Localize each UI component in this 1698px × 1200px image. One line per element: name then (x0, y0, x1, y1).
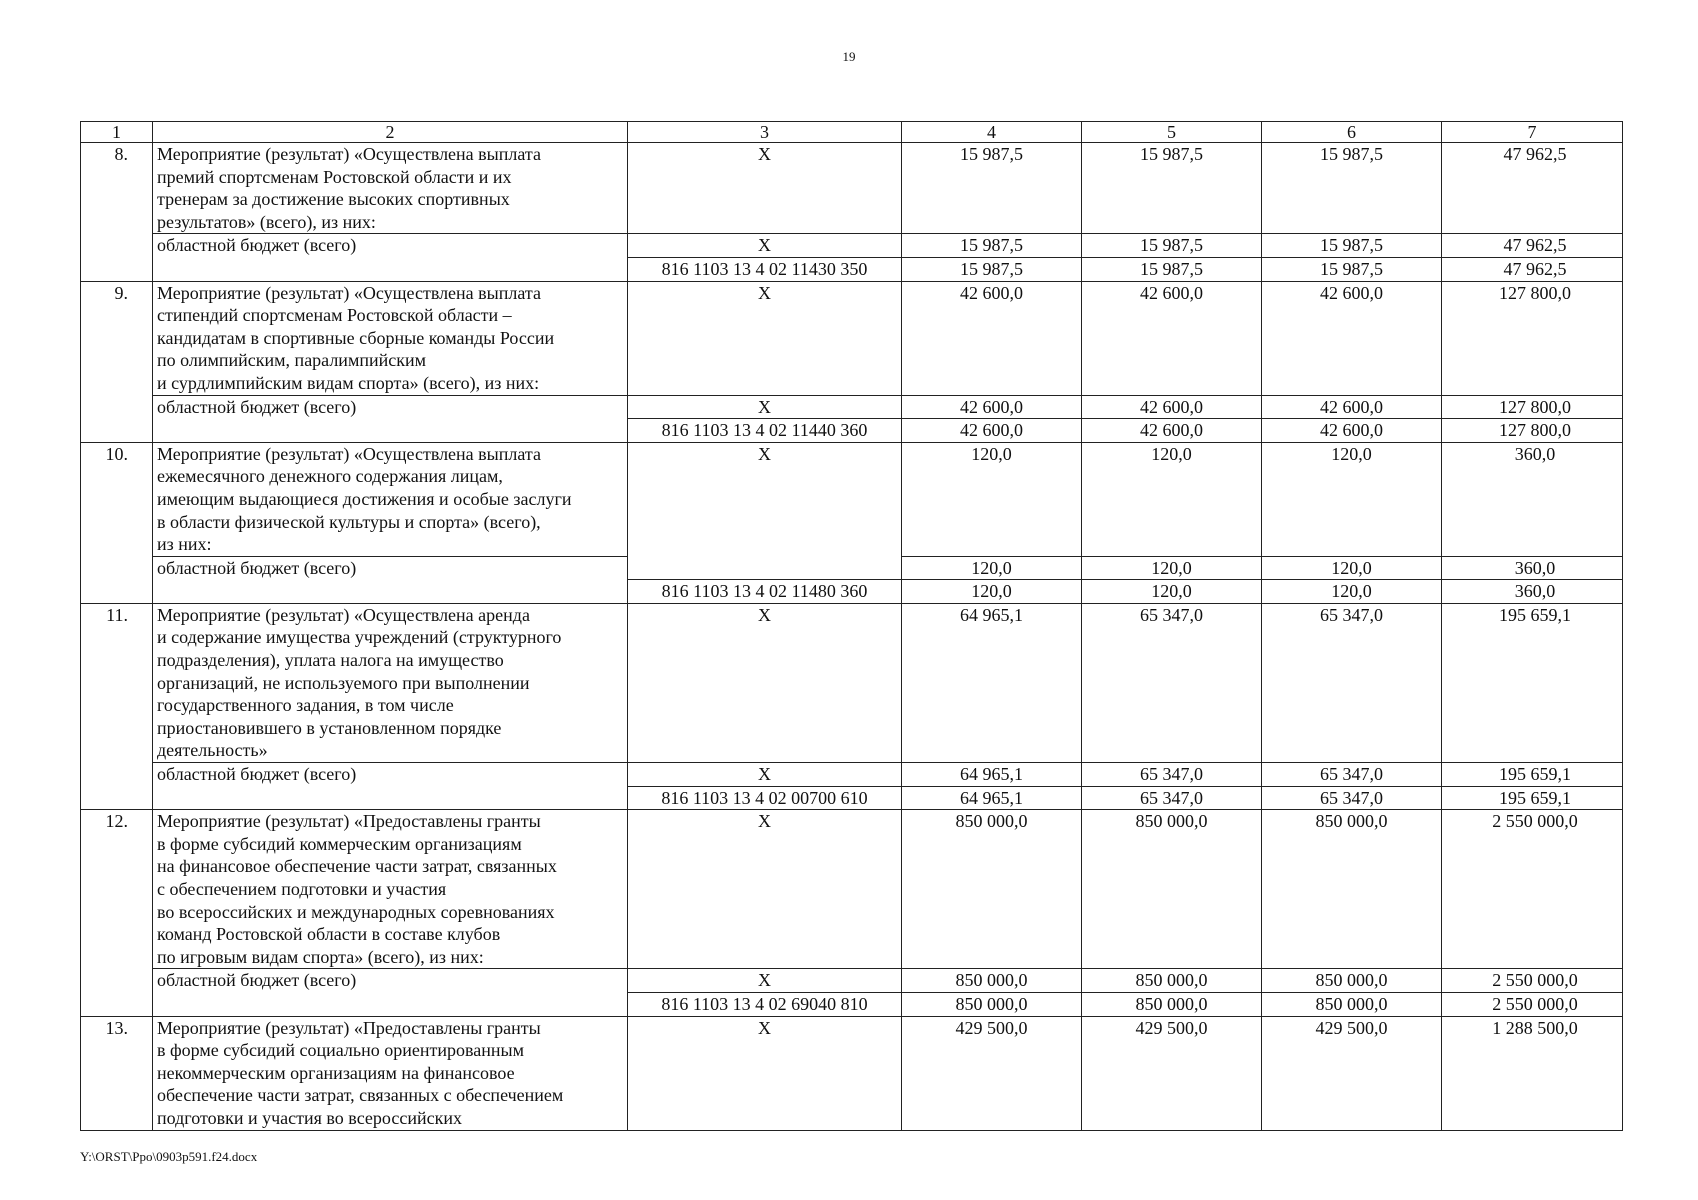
row-title-line: стипендий спортсменам Ростовской области – (157, 305, 512, 326)
budget-code: X (628, 395, 902, 419)
value-cell: 1 288 500,0 (1442, 1016, 1623, 1130)
subrow-label: областной бюджет (всего) (153, 969, 628, 1016)
budget-code: X (628, 969, 902, 993)
value-cell: 42 600,0 (1082, 281, 1262, 395)
value-cell: 15 987,5 (1082, 143, 1262, 234)
footer-file-path: Y:\ORST\Ppo\0903p591.f24.docx (80, 1149, 258, 1164)
header-cell: 4 (902, 122, 1082, 143)
value-cell: 42 600,0 (1262, 419, 1442, 443)
row-number: 11. (81, 603, 153, 809)
row-title-line: Мероприятие (результат) «Предоставлены гранты (157, 1017, 541, 1038)
row-title-line: тренерам за достижение высоких спортивных (157, 189, 510, 210)
value-cell: 120,0 (1262, 580, 1442, 604)
budget-code: X (628, 810, 902, 969)
budget-code: 816 1103 13 4 02 11430 350 (628, 257, 902, 281)
row-title (153, 810, 628, 969)
value-cell: 360,0 (1442, 442, 1623, 556)
value-cell: 64 965,1 (902, 603, 1082, 762)
row-title-line: ежемесячного денежного содержания лицам, (157, 466, 503, 487)
row-title-line: по олимпийским, паралимпийским (157, 350, 426, 371)
value-cell: 850 000,0 (902, 810, 1082, 969)
table-row (81, 603, 1623, 762)
header-cell: 3 (628, 122, 902, 143)
row-title-line: приостановившего в установленном порядке (157, 717, 502, 738)
row-title-line: Мероприятие (результат) «Предоставлены гранты (157, 811, 541, 832)
value-cell: 2 550 000,0 (1442, 992, 1623, 1016)
budget-code: X (628, 281, 902, 395)
value-cell: 65 347,0 (1082, 603, 1262, 762)
subrow-label: областной бюджет (всего) (153, 556, 628, 603)
row-title-line: на финансовое обеспечение части затрат, связанных (157, 856, 557, 877)
value-cell: 360,0 (1442, 556, 1623, 580)
row-title-line: в форме субсидий социально ориентированным (157, 1040, 524, 1061)
budget-code: X (628, 234, 902, 258)
budget-code: 816 1103 13 4 02 11440 360 (628, 419, 902, 443)
value-cell: 65 347,0 (1262, 786, 1442, 810)
row-title-line: обеспечение части затрат, связанных с обеспечением (157, 1085, 564, 1106)
row-title-line: с обеспечением подготовки и участия (157, 879, 447, 899)
row-title (153, 143, 628, 234)
row-title-line: деятельность» (157, 740, 268, 761)
value-cell: 15 987,5 (1262, 143, 1442, 234)
budget-code: X (628, 1016, 902, 1130)
table-subrow (81, 969, 1623, 993)
row-title-line: организаций, не используемого при выполнении (157, 672, 530, 693)
value-cell: 850 000,0 (902, 969, 1082, 993)
table-subrow (81, 395, 1623, 419)
value-cell: 850 000,0 (1082, 969, 1262, 993)
header-cell: 1 (81, 122, 153, 143)
row-title (153, 281, 628, 395)
value-cell: 429 500,0 (1262, 1016, 1442, 1130)
row-title (153, 1016, 628, 1130)
table-row (81, 1016, 1623, 1130)
value-cell: 120,0 (902, 556, 1082, 580)
row-number: 10. (81, 442, 153, 603)
value-cell: 850 000,0 (1262, 810, 1442, 969)
value-cell: 429 500,0 (902, 1016, 1082, 1130)
budget-code: X (628, 603, 902, 762)
value-cell: 360,0 (1442, 580, 1623, 604)
value-cell: 195 659,1 (1442, 763, 1623, 787)
row-title-line: Мероприятие (результат) «Осуществлена выплата (157, 144, 541, 164)
budget-table (80, 121, 1623, 1131)
row-title-line: Мероприятие (результат) «Осуществлена аренда (157, 604, 530, 625)
value-cell: 47 962,5 (1442, 143, 1623, 234)
value-cell: 65 347,0 (1082, 763, 1262, 787)
value-cell: 850 000,0 (1082, 992, 1262, 1016)
row-number: 12. (81, 810, 153, 1016)
value-cell: 65 347,0 (1262, 763, 1442, 787)
value-cell: 120,0 (1262, 442, 1442, 556)
value-cell: 65 347,0 (1262, 603, 1442, 762)
value-cell: 42 600,0 (1082, 419, 1262, 443)
header-cell: 5 (1082, 122, 1262, 143)
value-cell: 42 600,0 (902, 281, 1082, 395)
value-cell: 64 965,1 (902, 786, 1082, 810)
value-cell: 120,0 (1082, 580, 1262, 604)
subrow-label: областной бюджет (всего) (153, 234, 628, 281)
value-cell: 2 550 000,0 (1442, 969, 1623, 993)
value-cell: 42 600,0 (1262, 395, 1442, 419)
value-cell: 47 962,5 (1442, 257, 1623, 281)
value-cell: 65 347,0 (1082, 786, 1262, 810)
value-cell: 15 987,5 (902, 234, 1082, 258)
table-row (81, 810, 1623, 969)
row-title (153, 442, 628, 556)
table-subrow (81, 763, 1623, 787)
row-title-line: во всероссийских и международных соревнованиях (157, 901, 555, 922)
value-cell: 127 800,0 (1442, 419, 1623, 443)
value-cell: 850 000,0 (1082, 810, 1262, 969)
value-cell: 120,0 (902, 442, 1082, 556)
row-title-line: государственного задания, в том числе (157, 695, 454, 716)
row-title-line: кандидатам в спортивные сборные команды России (157, 327, 555, 348)
value-cell: 42 600,0 (902, 395, 1082, 419)
row-title-line: команд Ростовской области в составе клубов (157, 924, 501, 945)
budget-code: X (628, 143, 902, 234)
value-cell: 15 987,5 (1082, 257, 1262, 281)
row-title-line: результатов» (всего), из них: (157, 211, 376, 232)
header-cell: 2 (153, 122, 628, 143)
value-cell: 127 800,0 (1442, 395, 1623, 419)
value-cell: 15 987,5 (1262, 257, 1442, 281)
value-cell: 15 987,5 (902, 143, 1082, 234)
value-cell: 120,0 (1262, 556, 1442, 580)
table-row (81, 143, 1623, 234)
row-number: 9. (81, 281, 153, 442)
table-subrow (81, 234, 1623, 258)
budget-code: 816 1103 13 4 02 69040 810 (628, 992, 902, 1016)
subrow-label: областной бюджет (всего) (153, 395, 628, 442)
value-cell: 195 659,1 (1442, 603, 1623, 762)
header-cell: 7 (1442, 122, 1623, 143)
value-cell: 120,0 (1082, 442, 1262, 556)
row-title-line: в форме субсидий коммерческим организациям (157, 833, 522, 854)
value-cell: 15 987,5 (902, 257, 1082, 281)
table-header-row (81, 122, 1623, 143)
row-title-line: премий спортсменам Ростовской области и их (157, 166, 512, 187)
value-cell: 120,0 (1082, 556, 1262, 580)
value-cell: 850 000,0 (1262, 992, 1442, 1016)
row-title-line: и сурдлимпийским видам спорта» (всего), из них: (157, 372, 540, 393)
row-title-line: и содержание имущества учреждений (структурного (157, 627, 562, 648)
value-cell: 850 000,0 (1262, 969, 1442, 993)
budget-code: X (628, 763, 902, 787)
budget-code: 816 1103 13 4 02 00700 610 (628, 786, 902, 810)
row-title (153, 603, 628, 762)
row-title-line: подготовки и участия во всероссийских (157, 1107, 462, 1128)
budget-code: 816 1103 13 4 02 11480 360 (628, 580, 902, 604)
value-cell: 64 965,1 (902, 763, 1082, 787)
row-title-line: Мероприятие (результат) «Осуществлена выплата (157, 282, 541, 303)
row-title-line: по игровым видам спорта» (всего), из них: (157, 946, 484, 967)
value-cell: 42 600,0 (1262, 281, 1442, 395)
value-cell: 127 800,0 (1442, 281, 1623, 395)
value-cell: 195 659,1 (1442, 786, 1623, 810)
header-cell: 6 (1262, 122, 1442, 143)
row-number: 8. (81, 143, 153, 282)
value-cell: 15 987,5 (1082, 234, 1262, 258)
value-cell: 15 987,5 (1262, 234, 1442, 258)
value-cell: 120,0 (902, 580, 1082, 604)
row-title-line: некоммерческим организациям на финансовое (157, 1062, 515, 1083)
row-title-line: Мероприятие (результат) «Осуществлена выплата (157, 443, 541, 464)
value-cell: 429 500,0 (1082, 1016, 1262, 1130)
value-cell: 2 550 000,0 (1442, 810, 1623, 969)
budget-code: X (628, 442, 902, 580)
row-number: 13. (81, 1016, 153, 1130)
table-row (81, 281, 1623, 395)
row-title-line: в области физической культуры и спорта» (всего), (157, 511, 541, 532)
row-title-line: из них: (157, 534, 212, 555)
row-title-line: имеющим выдающиеся достижения и особые заслуги (157, 488, 572, 509)
value-cell: 42 600,0 (902, 419, 1082, 443)
page-number: 19 (842, 49, 856, 64)
row-title-line: подразделения), уплата налога на имущество (157, 650, 504, 671)
subrow-label: областной бюджет (всего) (153, 763, 628, 810)
value-cell: 850 000,0 (902, 992, 1082, 1016)
table-body (81, 143, 1623, 1131)
value-cell: 42 600,0 (1082, 395, 1262, 419)
table-row (81, 442, 1623, 556)
value-cell: 47 962,5 (1442, 234, 1623, 258)
